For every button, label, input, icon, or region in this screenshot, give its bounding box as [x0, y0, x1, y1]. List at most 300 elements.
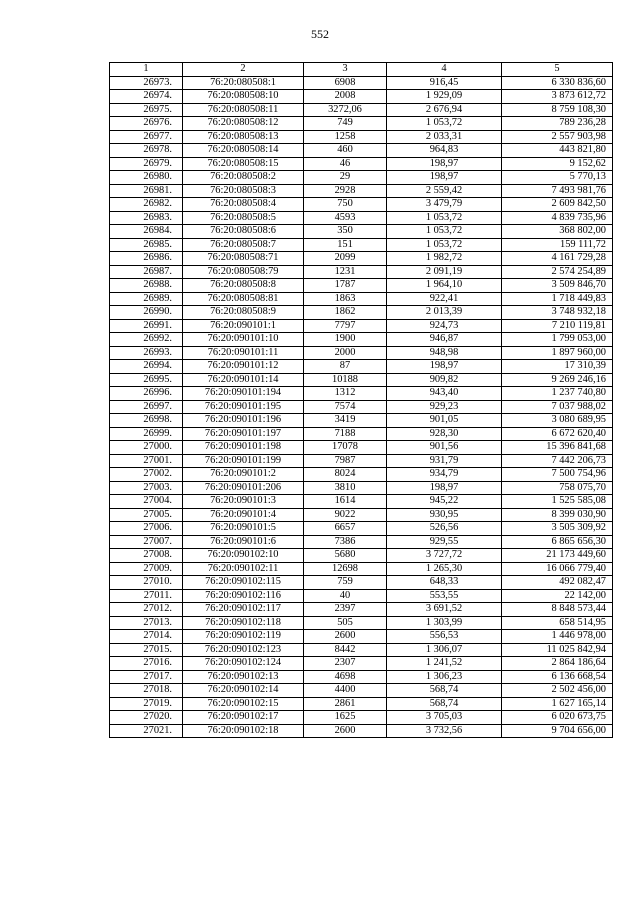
- area-cell: 2928: [304, 184, 387, 198]
- area-cell: 4593: [304, 211, 387, 225]
- table-row: [110, 225, 613, 239]
- total-value-cell: 1 627 165,14: [502, 697, 613, 711]
- table-row: [110, 576, 613, 590]
- cadastral-number-cell: 76:20:080508:79: [183, 265, 304, 279]
- area-cell: 2000: [304, 346, 387, 360]
- unit-value-cell: 1 053,72: [387, 238, 502, 252]
- area-cell: 6908: [304, 76, 387, 90]
- unit-value-cell: 2 091,19: [387, 265, 502, 279]
- unit-value-cell: 948,98: [387, 346, 502, 360]
- total-value-cell: 758 075,70: [502, 481, 613, 495]
- unit-value-cell: 1 306,07: [387, 643, 502, 657]
- unit-value-cell: 198,97: [387, 481, 502, 495]
- unit-value-cell: 1 053,72: [387, 117, 502, 131]
- area-cell: 8442: [304, 643, 387, 657]
- area-cell: 9022: [304, 508, 387, 522]
- cadastral-number-cell: 76:20:090101:14: [183, 373, 304, 387]
- area-cell: 7797: [304, 319, 387, 333]
- cadastral-number-cell: 76:20:080508:8: [183, 279, 304, 293]
- row-number-cell: 27017.: [110, 670, 183, 684]
- cadastral-number-cell: 76:20:090101:6: [183, 535, 304, 549]
- area-cell: 5680: [304, 549, 387, 563]
- row-number-cell: 26978.: [110, 144, 183, 158]
- area-cell: 1258: [304, 130, 387, 144]
- row-number-cell: 26974.: [110, 90, 183, 104]
- area-cell: 749: [304, 117, 387, 131]
- area-cell: 1862: [304, 306, 387, 320]
- cadastral-number-cell: 76:20:090101:196: [183, 414, 304, 428]
- cadastral-number-cell: 76:20:090101:5: [183, 522, 304, 536]
- cadastral-number-cell: 76:20:090102:117: [183, 603, 304, 617]
- table-row: [110, 495, 613, 509]
- cadastral-number-cell: 76:20:090102:18: [183, 724, 304, 738]
- cadastral-number-cell: 76:20:090101:198: [183, 441, 304, 455]
- cadastral-number-cell: 76:20:080508:14: [183, 144, 304, 158]
- area-cell: 12698: [304, 562, 387, 576]
- row-number-cell: 26987.: [110, 265, 183, 279]
- table-row: [110, 522, 613, 536]
- unit-value-cell: 648,33: [387, 576, 502, 590]
- total-value-cell: 2 864 186,64: [502, 657, 613, 671]
- total-value-cell: 7 493 981,76: [502, 184, 613, 198]
- row-number-cell: 26993.: [110, 346, 183, 360]
- unit-value-cell: 943,40: [387, 387, 502, 401]
- table-row: [110, 103, 613, 117]
- row-number-cell: 27010.: [110, 576, 183, 590]
- unit-value-cell: 2 676,94: [387, 103, 502, 117]
- unit-value-cell: 945,22: [387, 495, 502, 509]
- cadastral-number-cell: 76:20:090102:11: [183, 562, 304, 576]
- cadastral-number-cell: 76:20:080508:11: [183, 103, 304, 117]
- row-number-cell: 26992.: [110, 333, 183, 347]
- area-cell: 151: [304, 238, 387, 252]
- table-row: [110, 468, 613, 482]
- total-value-cell: 368 802,00: [502, 225, 613, 239]
- unit-value-cell: 3 691,52: [387, 603, 502, 617]
- unit-value-cell: 568,74: [387, 697, 502, 711]
- unit-value-cell: 1 265,30: [387, 562, 502, 576]
- table-row: [110, 508, 613, 522]
- cadastral-number-cell: 76:20:090102:15: [183, 697, 304, 711]
- table-row: [110, 292, 613, 306]
- row-number-cell: 26989.: [110, 292, 183, 306]
- cadastral-number-cell: 76:20:080508:1: [183, 76, 304, 90]
- total-value-cell: 6 330 836,60: [502, 76, 613, 90]
- total-value-cell: 4 161 729,28: [502, 252, 613, 266]
- cadastral-number-cell: 76:20:090102:124: [183, 657, 304, 671]
- unit-value-cell: 901,56: [387, 441, 502, 455]
- row-number-cell: 26999.: [110, 427, 183, 441]
- unit-value-cell: 2 559,42: [387, 184, 502, 198]
- total-value-cell: 2 609 842,50: [502, 198, 613, 212]
- unit-value-cell: 931,79: [387, 454, 502, 468]
- table-row: [110, 238, 613, 252]
- unit-value-cell: 929,23: [387, 400, 502, 414]
- area-cell: 750: [304, 198, 387, 212]
- unit-value-cell: 934,79: [387, 468, 502, 482]
- table-row: [110, 144, 613, 158]
- total-value-cell: 8 759 108,30: [502, 103, 613, 117]
- unit-value-cell: 916,45: [387, 76, 502, 90]
- row-number-cell: 26983.: [110, 211, 183, 225]
- total-value-cell: 2 557 903,98: [502, 130, 613, 144]
- row-number-cell: 26984.: [110, 225, 183, 239]
- area-cell: 1863: [304, 292, 387, 306]
- cadastral-number-cell: 76:20:090101:199: [183, 454, 304, 468]
- data-table: [109, 62, 613, 738]
- unit-value-cell: 3 705,03: [387, 711, 502, 725]
- table-row: [110, 360, 613, 374]
- total-value-cell: 1 897 960,00: [502, 346, 613, 360]
- row-number-cell: 27015.: [110, 643, 183, 657]
- row-number-cell: 27013.: [110, 616, 183, 630]
- unit-value-cell: 930,95: [387, 508, 502, 522]
- total-value-cell: 443 821,80: [502, 144, 613, 158]
- area-cell: 350: [304, 225, 387, 239]
- table-row: [110, 306, 613, 320]
- total-value-cell: 16 066 779,40: [502, 562, 613, 576]
- total-value-cell: 8 399 030,90: [502, 508, 613, 522]
- row-number-cell: 27007.: [110, 535, 183, 549]
- area-cell: 2008: [304, 90, 387, 104]
- table-row: [110, 643, 613, 657]
- total-value-cell: 7 442 206,73: [502, 454, 613, 468]
- total-value-cell: 8 848 573,44: [502, 603, 613, 617]
- table-header: [110, 63, 613, 77]
- area-cell: 2099: [304, 252, 387, 266]
- unit-value-cell: 924,73: [387, 319, 502, 333]
- row-number-cell: 26982.: [110, 198, 183, 212]
- area-cell: 3419: [304, 414, 387, 428]
- unit-value-cell: 1 053,72: [387, 211, 502, 225]
- cadastral-number-cell: 76:20:080508:13: [183, 130, 304, 144]
- cadastral-number-cell: 76:20:080508:5: [183, 211, 304, 225]
- row-number-cell: 27003.: [110, 481, 183, 495]
- area-cell: 2600: [304, 724, 387, 738]
- unit-value-cell: 3 732,56: [387, 724, 502, 738]
- unit-value-cell: 553,55: [387, 589, 502, 603]
- total-value-cell: 5 770,13: [502, 171, 613, 185]
- cadastral-number-cell: 76:20:080508:4: [183, 198, 304, 212]
- row-number-cell: 27006.: [110, 522, 183, 536]
- total-value-cell: 11 025 842,94: [502, 643, 613, 657]
- cadastral-number-cell: 76:20:090101:11: [183, 346, 304, 360]
- row-number-cell: 27009.: [110, 562, 183, 576]
- unit-value-cell: 1 306,23: [387, 670, 502, 684]
- area-cell: 1625: [304, 711, 387, 725]
- cadastral-number-cell: 76:20:090102:10: [183, 549, 304, 563]
- table-row: [110, 697, 613, 711]
- total-value-cell: 15 396 841,68: [502, 441, 613, 455]
- total-value-cell: 9 152,62: [502, 157, 613, 171]
- row-number-cell: 27012.: [110, 603, 183, 617]
- cadastral-number-cell: 76:20:090101:2: [183, 468, 304, 482]
- table-row: [110, 427, 613, 441]
- area-cell: 29: [304, 171, 387, 185]
- cadastral-number-cell: 76:20:080508:12: [183, 117, 304, 131]
- cadastral-number-cell: 76:20:090102:17: [183, 711, 304, 725]
- table-row: [110, 616, 613, 630]
- total-value-cell: 4 839 735,96: [502, 211, 613, 225]
- total-value-cell: 3 748 932,18: [502, 306, 613, 320]
- total-value-cell: 6 020 673,75: [502, 711, 613, 725]
- cadastral-number-cell: 76:20:090101:4: [183, 508, 304, 522]
- cadastral-number-cell: 76:20:090101:197: [183, 427, 304, 441]
- total-value-cell: 1 237 740,80: [502, 387, 613, 401]
- table-row: [110, 670, 613, 684]
- table-row: [110, 535, 613, 549]
- area-cell: 3272,06: [304, 103, 387, 117]
- cadastral-number-cell: 76:20:080508:10: [183, 90, 304, 104]
- area-cell: 505: [304, 616, 387, 630]
- table-row: [110, 684, 613, 698]
- cadastral-number-cell: 76:20:080508:3: [183, 184, 304, 198]
- area-cell: 4400: [304, 684, 387, 698]
- cadastral-number-cell: 76:20:090101:12: [183, 360, 304, 374]
- row-number-cell: 26985.: [110, 238, 183, 252]
- row-number-cell: 26979.: [110, 157, 183, 171]
- table-row: [110, 117, 613, 131]
- area-cell: 759: [304, 576, 387, 590]
- row-number-cell: 27018.: [110, 684, 183, 698]
- total-value-cell: 7 500 754,96: [502, 468, 613, 482]
- unit-value-cell: 901,05: [387, 414, 502, 428]
- table-row: [110, 171, 613, 185]
- cadastral-number-cell: 76:20:080508:7: [183, 238, 304, 252]
- unit-value-cell: 198,97: [387, 360, 502, 374]
- area-cell: 6657: [304, 522, 387, 536]
- row-number-cell: 26991.: [110, 319, 183, 333]
- total-value-cell: 3 509 846,70: [502, 279, 613, 293]
- total-value-cell: 2 502 456,00: [502, 684, 613, 698]
- total-value-cell: 3 505 309,92: [502, 522, 613, 536]
- cadastral-number-cell: 76:20:090101:195: [183, 400, 304, 414]
- total-value-cell: 21 173 449,60: [502, 549, 613, 563]
- table-row: [110, 630, 613, 644]
- row-number-cell: 26998.: [110, 414, 183, 428]
- unit-value-cell: 929,55: [387, 535, 502, 549]
- table-row: [110, 711, 613, 725]
- area-cell: 8024: [304, 468, 387, 482]
- table-row: [110, 279, 613, 293]
- total-value-cell: 2 574 254,89: [502, 265, 613, 279]
- table-row: [110, 441, 613, 455]
- area-cell: 1614: [304, 495, 387, 509]
- unit-value-cell: 946,87: [387, 333, 502, 347]
- table-row: [110, 400, 613, 414]
- page-number: 552: [311, 27, 329, 41]
- cadastral-number-cell: 76:20:090102:118: [183, 616, 304, 630]
- table-row: [110, 481, 613, 495]
- area-cell: 1787: [304, 279, 387, 293]
- unit-value-cell: 1 241,52: [387, 657, 502, 671]
- table-row: [110, 211, 613, 225]
- row-number-cell: 26996.: [110, 387, 183, 401]
- row-number-cell: 27002.: [110, 468, 183, 482]
- cadastral-number-cell: 76:20:090102:115: [183, 576, 304, 590]
- total-value-cell: 22 142,00: [502, 589, 613, 603]
- table-row: [110, 157, 613, 171]
- area-cell: 7188: [304, 427, 387, 441]
- row-number-cell: 26997.: [110, 400, 183, 414]
- unit-value-cell: 1 929,09: [387, 90, 502, 104]
- row-number-cell: 26994.: [110, 360, 183, 374]
- header-row: [110, 63, 613, 77]
- unit-value-cell: 556,53: [387, 630, 502, 644]
- area-cell: 2307: [304, 657, 387, 671]
- total-value-cell: 17 310,39: [502, 360, 613, 374]
- unit-value-cell: 3 479,79: [387, 198, 502, 212]
- total-value-cell: 3 080 689,95: [502, 414, 613, 428]
- area-cell: 7386: [304, 535, 387, 549]
- area-cell: 7574: [304, 400, 387, 414]
- unit-value-cell: 526,56: [387, 522, 502, 536]
- table-row: [110, 454, 613, 468]
- table-row: [110, 333, 613, 347]
- unit-value-cell: 1 303,99: [387, 616, 502, 630]
- unit-value-cell: 2 013,39: [387, 306, 502, 320]
- total-value-cell: 7 210 119,81: [502, 319, 613, 333]
- unit-value-cell: 909,82: [387, 373, 502, 387]
- area-cell: 40: [304, 589, 387, 603]
- unit-value-cell: 3 727,72: [387, 549, 502, 563]
- unit-value-cell: 922,41: [387, 292, 502, 306]
- unit-value-cell: 2 033,31: [387, 130, 502, 144]
- cadastral-number-cell: 76:20:080508:71: [183, 252, 304, 266]
- table-body: [110, 76, 613, 738]
- column-header-4: 4: [387, 63, 502, 77]
- unit-value-cell: 1 053,72: [387, 225, 502, 239]
- table-row: [110, 76, 613, 90]
- total-value-cell: 658 514,95: [502, 616, 613, 630]
- area-cell: 4698: [304, 670, 387, 684]
- area-cell: 2397: [304, 603, 387, 617]
- table-row: [110, 184, 613, 198]
- total-value-cell: 492 082,47: [502, 576, 613, 590]
- table-row: [110, 589, 613, 603]
- area-cell: 3810: [304, 481, 387, 495]
- row-number-cell: 26990.: [110, 306, 183, 320]
- cadastral-number-cell: 76:20:080508:9: [183, 306, 304, 320]
- unit-value-cell: 1 982,72: [387, 252, 502, 266]
- total-value-cell: 1 446 978,00: [502, 630, 613, 644]
- area-cell: 2600: [304, 630, 387, 644]
- row-number-cell: 27016.: [110, 657, 183, 671]
- cadastral-number-cell: 76:20:080508:81: [183, 292, 304, 306]
- area-cell: 1312: [304, 387, 387, 401]
- row-number-cell: 27004.: [110, 495, 183, 509]
- cadastral-number-cell: 76:20:090101:3: [183, 495, 304, 509]
- total-value-cell: 789 236,28: [502, 117, 613, 131]
- area-cell: 10188: [304, 373, 387, 387]
- row-number-cell: 27020.: [110, 711, 183, 725]
- unit-value-cell: 198,97: [387, 171, 502, 185]
- table-row: [110, 724, 613, 738]
- row-number-cell: 26976.: [110, 117, 183, 131]
- table-row: [110, 373, 613, 387]
- total-value-cell: 3 873 612,72: [502, 90, 613, 104]
- column-header-2: 2: [183, 63, 304, 77]
- column-header-3: 3: [304, 63, 387, 77]
- row-number-cell: 26986.: [110, 252, 183, 266]
- row-number-cell: 27019.: [110, 697, 183, 711]
- column-header-5: 5: [502, 63, 613, 77]
- unit-value-cell: 928,30: [387, 427, 502, 441]
- cadastral-number-cell: 76:20:090102:123: [183, 643, 304, 657]
- cadastral-number-cell: 76:20:080508:6: [183, 225, 304, 239]
- cadastral-number-cell: 76:20:090102:13: [183, 670, 304, 684]
- table-row: [110, 387, 613, 401]
- area-cell: 1900: [304, 333, 387, 347]
- row-number-cell: 27000.: [110, 441, 183, 455]
- row-number-cell: 26995.: [110, 373, 183, 387]
- table-row: [110, 319, 613, 333]
- total-value-cell: 6 136 668,54: [502, 670, 613, 684]
- area-cell: 1231: [304, 265, 387, 279]
- table-row: [110, 414, 613, 428]
- total-value-cell: 1 718 449,83: [502, 292, 613, 306]
- area-cell: 87: [304, 360, 387, 374]
- total-value-cell: 1 799 053,00: [502, 333, 613, 347]
- area-cell: 7987: [304, 454, 387, 468]
- unit-value-cell: 964,83: [387, 144, 502, 158]
- table-row: [110, 130, 613, 144]
- unit-value-cell: 568,74: [387, 684, 502, 698]
- row-number-cell: 26980.: [110, 171, 183, 185]
- column-header-1: 1: [110, 63, 183, 77]
- table-row: [110, 198, 613, 212]
- row-number-cell: 26988.: [110, 279, 183, 293]
- table-row: [110, 603, 613, 617]
- cadastral-number-cell: 76:20:090102:14: [183, 684, 304, 698]
- unit-value-cell: 198,97: [387, 157, 502, 171]
- table-row: [110, 549, 613, 563]
- total-value-cell: 7 037 988,02: [502, 400, 613, 414]
- cadastral-number-cell: 76:20:090101:206: [183, 481, 304, 495]
- row-number-cell: 26975.: [110, 103, 183, 117]
- row-number-cell: 26977.: [110, 130, 183, 144]
- table-row: [110, 252, 613, 266]
- cadastral-number-cell: 76:20:080508:15: [183, 157, 304, 171]
- area-cell: 46: [304, 157, 387, 171]
- cadastral-number-cell: 76:20:090101:194: [183, 387, 304, 401]
- row-number-cell: 27014.: [110, 630, 183, 644]
- total-value-cell: 6 865 656,30: [502, 535, 613, 549]
- area-cell: 17078: [304, 441, 387, 455]
- total-value-cell: 1 525 585,08: [502, 495, 613, 509]
- cadastral-number-cell: 76:20:090102:116: [183, 589, 304, 603]
- row-number-cell: 27011.: [110, 589, 183, 603]
- row-number-cell: 27008.: [110, 549, 183, 563]
- table-row: [110, 657, 613, 671]
- table-row: [110, 265, 613, 279]
- total-value-cell: 9 269 246,16: [502, 373, 613, 387]
- cadastral-number-cell: 76:20:090101:10: [183, 333, 304, 347]
- cadastral-number-cell: 76:20:080508:2: [183, 171, 304, 185]
- row-number-cell: 27001.: [110, 454, 183, 468]
- area-cell: 2861: [304, 697, 387, 711]
- cadastral-number-cell: 76:20:090101:1: [183, 319, 304, 333]
- total-value-cell: 9 704 656,00: [502, 724, 613, 738]
- total-value-cell: 159 111,72: [502, 238, 613, 252]
- table-row: [110, 562, 613, 576]
- row-number-cell: 27005.: [110, 508, 183, 522]
- total-value-cell: 6 672 620,40: [502, 427, 613, 441]
- table-row: [110, 90, 613, 104]
- row-number-cell: 27021.: [110, 724, 183, 738]
- area-cell: 460: [304, 144, 387, 158]
- row-number-cell: 26981.: [110, 184, 183, 198]
